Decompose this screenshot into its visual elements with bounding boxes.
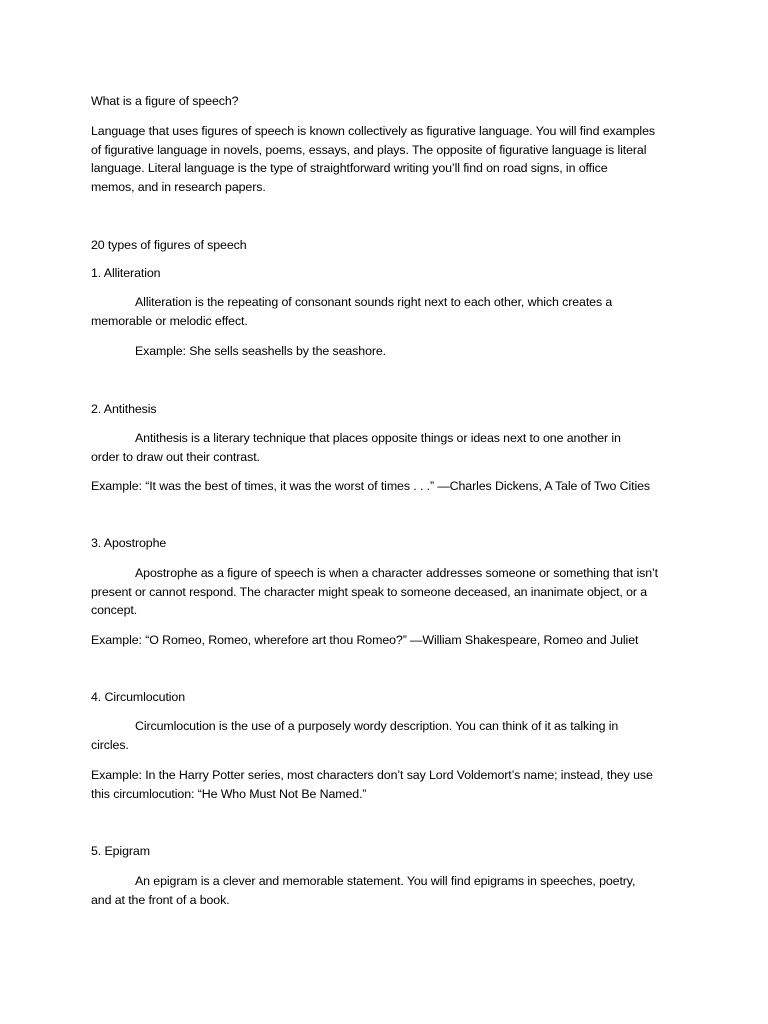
intro-paragraph bbox=[91, 122, 655, 196]
definition-line: Apostrophe as a figure of speech is when a character addresses someone or something that isn’t bbox=[135, 566, 659, 580]
definition-line: and at the front of a book. bbox=[91, 892, 230, 907]
section-definition-antithesis bbox=[91, 429, 621, 466]
definition-line: An epigram is a clever and memorable statement. You will find epigrams in speeches, poetry, bbox=[135, 874, 636, 888]
section-example-alliteration: Example: She sells seashells by the seashore. bbox=[135, 344, 387, 358]
example-line: this circumlocution: “He Who Must Not Be Named.” bbox=[91, 786, 367, 801]
section-heading-apostrophe: 3. Apostrophe bbox=[91, 536, 167, 550]
intro-line: of figurative language in novels, poems, essays, and plays. The opposite of figurative language is literal bbox=[91, 142, 647, 157]
definition-line: Alliteration is the repeating of consonant sounds right next to each other, which creates a bbox=[135, 295, 613, 309]
intro-line: language. Literal language is the type of straightforward writing you’ll find on road signs, in office bbox=[91, 161, 608, 176]
section-example-circumlocution bbox=[91, 766, 653, 803]
section-heading-epigram: 5. Epigram bbox=[91, 844, 150, 858]
intro-heading: What is a figure of speech? bbox=[91, 94, 239, 108]
definition-line: memorable or melodic effect. bbox=[91, 313, 248, 328]
section-definition-alliteration bbox=[91, 293, 612, 330]
section-heading-antithesis: 2. Antithesis bbox=[91, 402, 157, 416]
definition-line: concept. bbox=[91, 603, 138, 618]
section-heading-circumlocution: 4. Circumlocution bbox=[91, 690, 186, 704]
section-definition-circumlocution bbox=[91, 717, 618, 754]
section-example-antithesis: Example: “It was the best of times, it was the worst of times . . .” —Charles Dickens, A Tale of Two Cities bbox=[91, 479, 651, 493]
definition-line: circles. bbox=[91, 737, 129, 752]
intro-line: memos, and in research papers. bbox=[91, 179, 266, 194]
types-heading: 20 types of figures of speech bbox=[91, 238, 247, 252]
example-line: Example: In the Harry Potter series, most characters don’t say Lord Voldemort’s name; instead, they use bbox=[91, 768, 653, 782]
intro-line: Language that uses figures of speech is known collectively as figurative language. You will find examples bbox=[91, 124, 655, 138]
definition-line: order to draw out their contrast. bbox=[91, 449, 260, 464]
section-example-apostrophe: Example: “O Romeo, Romeo, wherefore art thou Romeo?” —William Shakespeare, Romeo and Juliet bbox=[91, 633, 639, 647]
section-heading-alliteration: 1. Alliteration bbox=[91, 266, 161, 280]
section-definition-epigram bbox=[91, 872, 635, 909]
definition-line: Circumlocution is the use of a purposely wordy description. You can think of it as talking in bbox=[135, 719, 619, 733]
section-definition-apostrophe bbox=[91, 564, 658, 620]
definition-line: present or cannot respond. The character might speak to someone deceased, an inanimate object, or a bbox=[91, 584, 648, 599]
definition-line: Antithesis is a literary technique that places opposite things or ideas next to one another in bbox=[135, 431, 621, 445]
